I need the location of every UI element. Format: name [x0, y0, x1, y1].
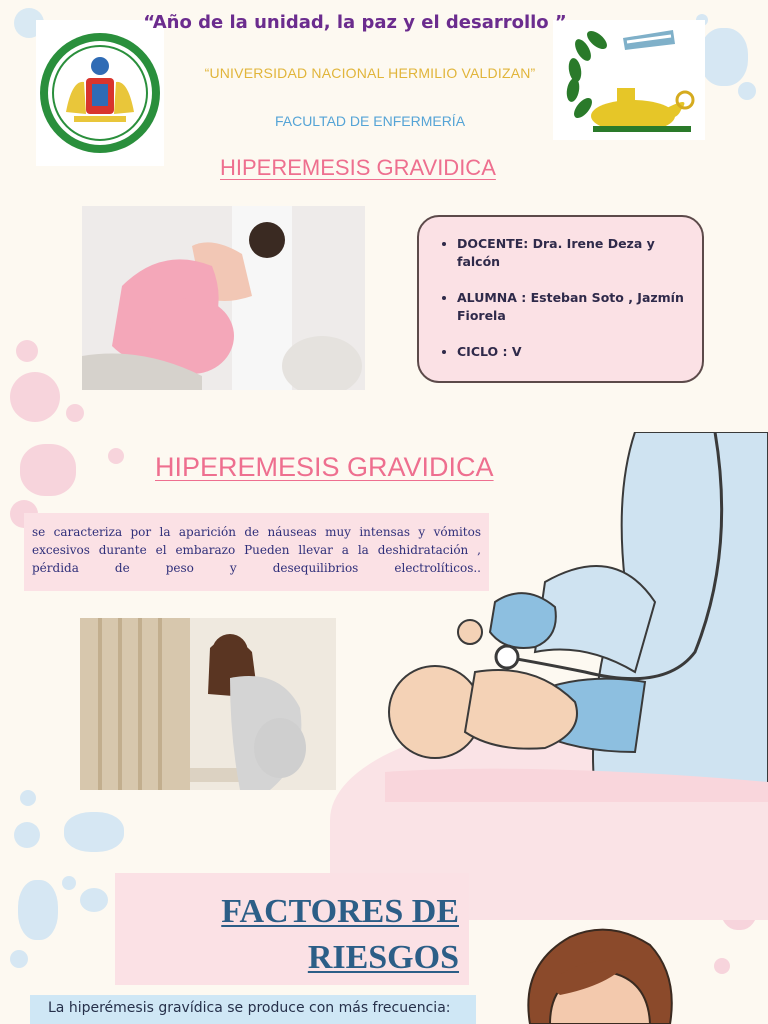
decor-blob: [10, 950, 28, 968]
factores-line-1: FACTORES DE: [221, 893, 459, 930]
decor-blob: [700, 28, 748, 86]
photo-pregnant-woman-nausea: [82, 206, 365, 390]
university-name: “UNIVERSIDAD NACIONAL HERMILIO VALDIZAN”: [204, 65, 536, 81]
main-title: HIPEREMESIS GRAVIDICA: [220, 155, 496, 180]
frequency-note: La hiperémesis gravídica se produce con más frecuencia:: [30, 995, 476, 1024]
decor-blob: [738, 82, 756, 100]
motto-heading: “Año de la unidad, la paz y el desarrollo ”: [143, 12, 567, 33]
factores-heading-box: [115, 873, 469, 985]
decor-blob: [20, 444, 76, 496]
decor-blob: [66, 404, 84, 422]
factores-line-2: RIESGOS: [307, 939, 459, 976]
info-docente: • DOCENTE: Dra. Irene Deza y falcón: [457, 235, 684, 271]
info-alumna: • ALUMNA : Esteban Soto , Jazmín Fiorela: [457, 289, 684, 325]
section-title: HIPEREMESIS GRAVIDICA: [155, 452, 494, 482]
decor-blob: [20, 790, 36, 806]
decor-blob: [62, 876, 76, 890]
info-card: [417, 215, 704, 383]
decor-blob: [64, 812, 124, 852]
decor-blob: [14, 822, 40, 848]
illustration-doctor-baby: [385, 432, 768, 802]
faculty-name: FACULTAD DE ENFERMERÍA: [274, 113, 466, 129]
decor-blob: [16, 340, 38, 362]
decor-blob: [80, 888, 108, 912]
decor-blob: [714, 958, 730, 974]
decor-blob: [10, 372, 60, 422]
description-text: se caracteriza por la aparición de náuseas muy intensas y vómitos excesivos durante el embarazo Pueden llevar a la deshidratación , pérdida de peso y desequilibrios electrolíticos..: [24, 513, 489, 591]
photo-woman-vomiting: [80, 618, 336, 790]
decor-blob: [108, 448, 124, 464]
illustration-woman-head: [520, 925, 680, 1024]
decor-blob: [18, 880, 58, 940]
info-ciclo: • CICLO : V: [457, 343, 684, 361]
university-crest-logo: [36, 20, 164, 166]
